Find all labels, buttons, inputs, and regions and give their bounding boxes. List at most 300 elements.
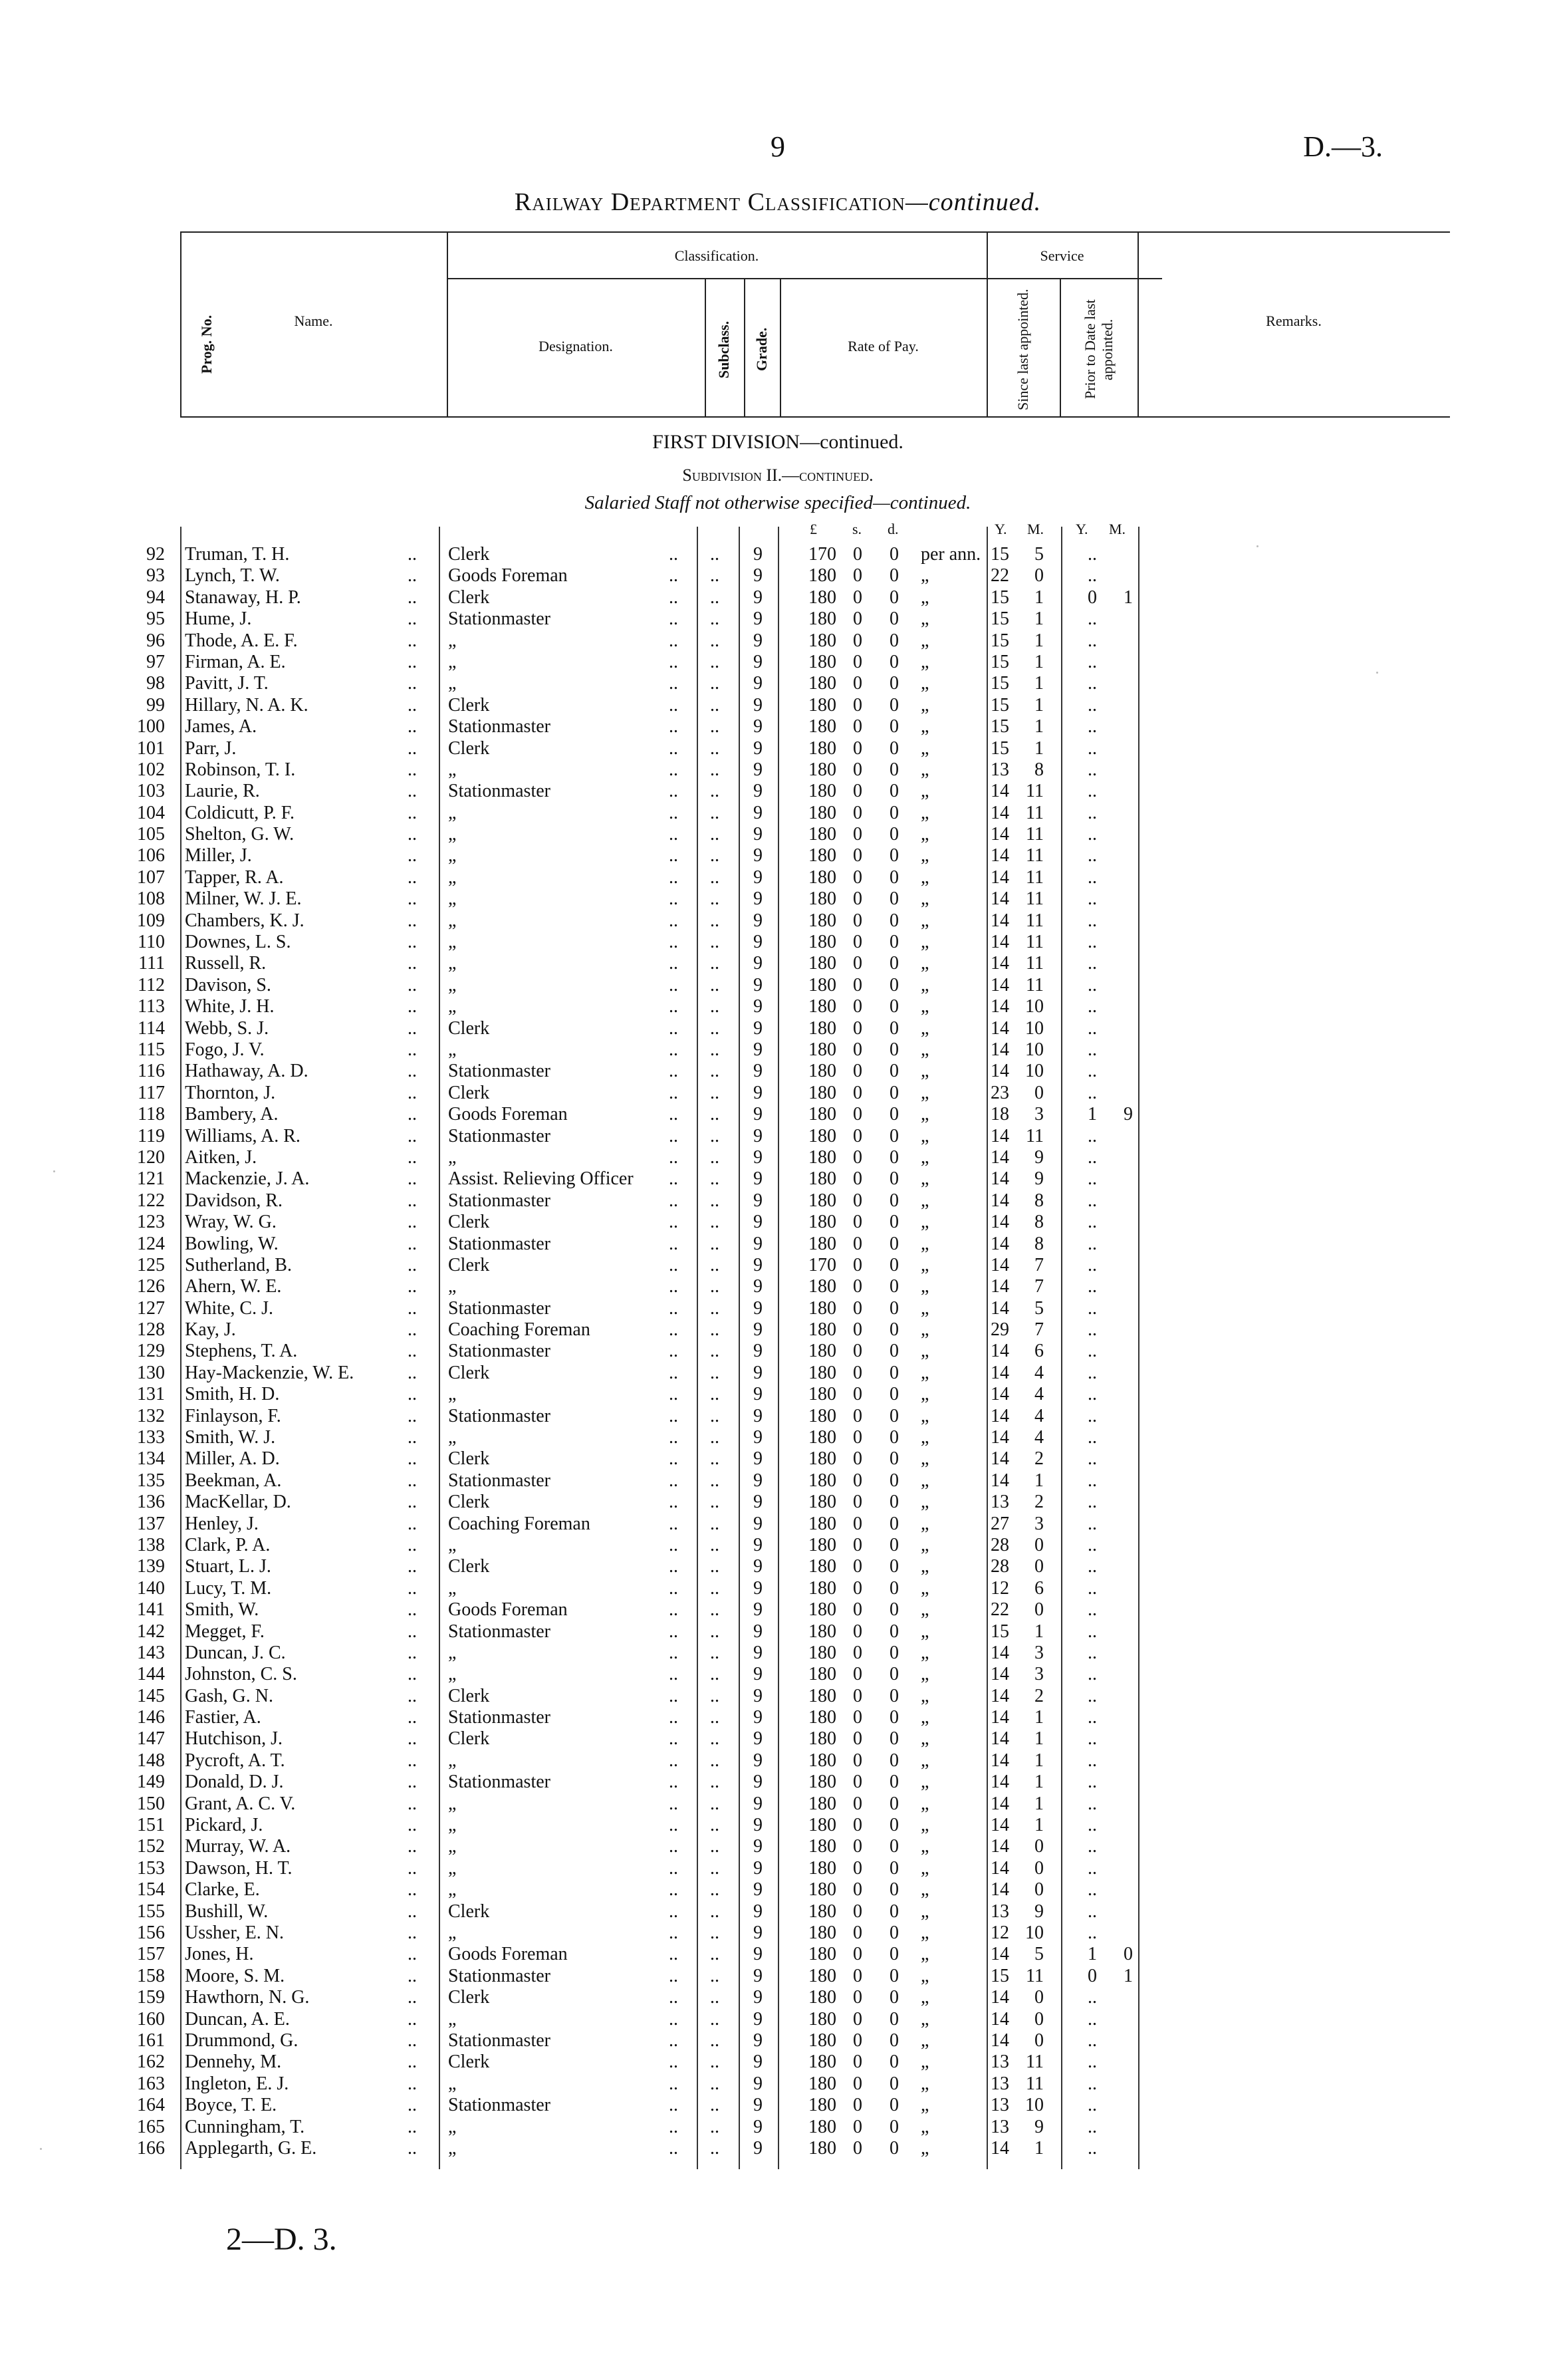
prior-years-cell: .. bbox=[1088, 1879, 1097, 1901]
pay-pounds-cell: 180 bbox=[808, 1082, 836, 1103]
leader-dots: .. bbox=[408, 1125, 417, 1146]
since-months-cell: 1 bbox=[1034, 1772, 1044, 1793]
leader-dots: .. bbox=[408, 2008, 417, 2030]
designation-cell: Stationmaster bbox=[448, 1405, 550, 1426]
designation-cell: „ bbox=[448, 996, 457, 1017]
pay-pounds-cell: 180 bbox=[808, 781, 836, 802]
pay-pounds-cell: 180 bbox=[808, 1534, 836, 1555]
pay-pounds-cell: 180 bbox=[808, 2051, 836, 2073]
since-years-cell: 14 bbox=[991, 1750, 1009, 1771]
designation-cell: Stationmaster bbox=[448, 1125, 550, 1146]
leader-dots: .. bbox=[669, 2116, 678, 2137]
pay-pence-cell: 0 bbox=[890, 2030, 899, 2051]
leader-dots: .. bbox=[669, 996, 678, 1017]
leader-dots: .. bbox=[408, 1599, 417, 1621]
header-rate-of-pay: Rate of Pay. bbox=[848, 338, 919, 354]
name-cell: Hutchison, J. bbox=[185, 1728, 283, 1750]
since-years-cell: 15 bbox=[991, 587, 1009, 608]
pay-pounds-cell: 180 bbox=[808, 2073, 836, 2094]
unit-years-prior: Y. bbox=[1076, 521, 1088, 537]
header-subclass: Subclass. bbox=[715, 321, 732, 378]
pay-shillings-cell: 0 bbox=[853, 673, 862, 694]
since-years-cell: 15 bbox=[991, 1621, 1009, 1642]
pay-period-cell: „ bbox=[921, 565, 929, 587]
leader-dots: .. bbox=[408, 1297, 417, 1319]
leader-dots: .. bbox=[669, 845, 678, 866]
prior-years-cell: 1 bbox=[1088, 1944, 1097, 1965]
pay-shillings-cell: 0 bbox=[853, 1104, 862, 1125]
since-months-cell: 8 bbox=[1034, 1212, 1044, 1233]
leader-dots: .. bbox=[408, 630, 417, 651]
since-years-cell: 29 bbox=[991, 1319, 1009, 1341]
since-years-cell: 14 bbox=[991, 1879, 1009, 1901]
leader-dots: .. bbox=[408, 1965, 417, 1986]
subclass-cell: .. bbox=[710, 1212, 719, 1233]
pay-shillings-cell: 0 bbox=[853, 716, 862, 737]
since-months-cell: 0 bbox=[1034, 1534, 1044, 1555]
grade-cell: 9 bbox=[753, 1815, 763, 1836]
pay-period-cell: „ bbox=[921, 651, 929, 672]
pay-pence-cell: 0 bbox=[890, 932, 899, 953]
since-years-cell: 14 bbox=[991, 781, 1009, 802]
name-cell: Ahern, W. E. bbox=[185, 1276, 282, 1297]
leader-dots: .. bbox=[408, 673, 417, 694]
prog-no-cell: 117 bbox=[138, 1082, 165, 1103]
prior-years-cell: .. bbox=[1088, 888, 1097, 910]
pay-pence-cell: 0 bbox=[890, 1965, 899, 1986]
pay-shillings-cell: 0 bbox=[853, 1534, 862, 1555]
subclass-cell: .. bbox=[710, 1448, 719, 1470]
leader-dots: .. bbox=[408, 974, 417, 995]
since-months-cell: 1 bbox=[1034, 587, 1044, 608]
designation-cell: Clerk bbox=[448, 1728, 490, 1750]
pay-period-cell: „ bbox=[921, 1599, 929, 1621]
since-years-cell: 13 bbox=[991, 1901, 1009, 1922]
subclass-cell: .. bbox=[710, 2008, 719, 2030]
table-row bbox=[0, 2030, 1555, 2051]
since-years-cell: 14 bbox=[991, 1685, 1009, 1706]
grade-cell: 9 bbox=[753, 2008, 763, 2030]
pay-period-cell: „ bbox=[921, 1857, 929, 1879]
subclass-cell: .. bbox=[710, 866, 719, 888]
leader-dots: .. bbox=[408, 1276, 417, 1297]
prog-no-cell: 155 bbox=[137, 1901, 165, 1922]
header-prog-no: Prog. No. bbox=[198, 315, 215, 374]
prog-no-cell: 100 bbox=[137, 716, 165, 737]
designation-cell: „ bbox=[448, 1276, 457, 1297]
leader-dots: .. bbox=[669, 1922, 678, 1943]
pay-period-cell: „ bbox=[921, 2095, 929, 2116]
pay-pounds-cell: 180 bbox=[808, 824, 836, 845]
name-cell: Megget, F. bbox=[185, 1621, 265, 1642]
prog-no-cell: 110 bbox=[138, 932, 165, 953]
grade-cell: 9 bbox=[753, 1168, 763, 1190]
prior-years-cell: .. bbox=[1088, 2095, 1097, 2116]
prior-years-cell: .. bbox=[1088, 1448, 1097, 1470]
grade-cell: 9 bbox=[753, 1534, 763, 1555]
prog-no-cell: 107 bbox=[137, 866, 165, 888]
leader-dots: .. bbox=[669, 1965, 678, 1986]
grade-cell: 9 bbox=[753, 716, 763, 737]
since-months-cell: 11 bbox=[1026, 2051, 1044, 2073]
pay-shillings-cell: 0 bbox=[853, 1362, 862, 1383]
pay-period-cell: „ bbox=[921, 759, 929, 780]
prog-no-cell: 132 bbox=[137, 1405, 165, 1426]
name-cell: Stephens, T. A. bbox=[185, 1341, 298, 1362]
pay-period-cell: „ bbox=[921, 1621, 929, 1642]
prog-no-cell: 119 bbox=[138, 1125, 165, 1146]
pay-pence-cell: 0 bbox=[890, 2095, 899, 2116]
pay-shillings-cell: 0 bbox=[853, 1017, 862, 1039]
header-service: Service bbox=[1040, 247, 1084, 264]
subclass-cell: .. bbox=[710, 2137, 719, 2159]
staff-table-body bbox=[0, 544, 1555, 2159]
leader-dots: .. bbox=[408, 759, 417, 780]
pay-pence-cell: 0 bbox=[890, 1427, 899, 1448]
grade-cell: 9 bbox=[753, 565, 763, 587]
subclass-cell: .. bbox=[710, 1384, 719, 1405]
prog-no-cell: 106 bbox=[137, 845, 165, 866]
since-years-cell: 14 bbox=[991, 2008, 1009, 2030]
pay-pounds-cell: 180 bbox=[808, 888, 836, 910]
table-row bbox=[0, 1276, 1555, 1297]
pay-pounds-cell: 180 bbox=[808, 737, 836, 759]
prior-years-cell: .. bbox=[1088, 1125, 1097, 1146]
pay-shillings-cell: 0 bbox=[853, 1664, 862, 1685]
subclass-cell: .. bbox=[710, 1750, 719, 1771]
since-months-cell: 7 bbox=[1034, 1276, 1044, 1297]
prior-months-cell: 1 bbox=[1124, 1965, 1133, 1986]
pay-pence-cell: 0 bbox=[890, 759, 899, 780]
unit-months: M. bbox=[1027, 521, 1044, 537]
subclass-cell: .. bbox=[710, 845, 719, 866]
prog-no-cell: 163 bbox=[137, 2073, 165, 2094]
since-months-cell: 6 bbox=[1034, 1577, 1044, 1599]
leader-dots: .. bbox=[408, 1642, 417, 1663]
subclass-cell: .. bbox=[710, 1492, 719, 1513]
leader-dots: .. bbox=[669, 866, 678, 888]
prog-no-cell: 164 bbox=[137, 2095, 165, 2116]
prog-no-cell: 166 bbox=[137, 2137, 165, 2159]
designation-cell: Clerk bbox=[448, 1362, 490, 1383]
pay-pounds-cell: 180 bbox=[808, 1125, 836, 1146]
pay-shillings-cell: 0 bbox=[853, 1556, 862, 1577]
grade-cell: 9 bbox=[753, 910, 763, 931]
unit-pence: d. bbox=[888, 521, 899, 537]
since-months-cell: 11 bbox=[1026, 824, 1044, 845]
leader-dots: .. bbox=[408, 1836, 417, 1857]
leader-dots: .. bbox=[408, 1901, 417, 1922]
name-cell: Shelton, G. W. bbox=[185, 824, 295, 845]
name-cell: Thornton, J. bbox=[185, 1082, 276, 1103]
pay-pence-cell: 0 bbox=[890, 1254, 899, 1275]
grade-cell: 9 bbox=[753, 1212, 763, 1233]
designation-cell: Clerk bbox=[448, 1082, 490, 1103]
pay-period-cell: „ bbox=[921, 1233, 929, 1254]
subclass-cell: .. bbox=[710, 1707, 719, 1728]
designation-cell: „ bbox=[448, 1664, 457, 1685]
pay-shillings-cell: 0 bbox=[853, 1901, 862, 1922]
designation-cell: „ bbox=[448, 1879, 457, 1901]
since-months-cell: 1 bbox=[1034, 1793, 1044, 1814]
table-row bbox=[0, 953, 1555, 974]
since-years-cell: 14 bbox=[991, 1728, 1009, 1750]
leader-dots: .. bbox=[669, 1190, 678, 1211]
name-cell: Boyce, T. E. bbox=[185, 2095, 277, 2116]
pay-pence-cell: 0 bbox=[890, 1728, 899, 1750]
designation-cell: Stationmaster bbox=[448, 781, 550, 802]
grade-cell: 9 bbox=[753, 1104, 763, 1125]
name-cell: Donald, D. J. bbox=[185, 1772, 284, 1793]
pay-pence-cell: 0 bbox=[890, 673, 899, 694]
pay-period-cell: „ bbox=[921, 910, 929, 931]
prior-years-cell: .. bbox=[1088, 1987, 1097, 2008]
subclass-cell: .. bbox=[710, 544, 719, 565]
leader-dots: .. bbox=[669, 1492, 678, 1513]
subclass-cell: .. bbox=[710, 2030, 719, 2051]
grade-cell: 9 bbox=[753, 1254, 763, 1275]
subclass-cell: .. bbox=[710, 1836, 719, 1857]
table-row bbox=[0, 1147, 1555, 1168]
pay-pounds-cell: 180 bbox=[808, 651, 836, 672]
since-years-cell: 14 bbox=[991, 1212, 1009, 1233]
name-cell: White, J. H. bbox=[185, 996, 275, 1017]
grade-cell: 9 bbox=[753, 1082, 763, 1103]
prior-years-cell: .. bbox=[1088, 1146, 1097, 1168]
designation-cell: „ bbox=[448, 932, 457, 953]
designation-cell: „ bbox=[448, 1039, 457, 1060]
name-cell: Parr, J. bbox=[185, 737, 237, 759]
header-grade: Grade. bbox=[753, 327, 770, 372]
designation-cell: „ bbox=[448, 2137, 457, 2159]
prior-years-cell: .. bbox=[1088, 845, 1097, 866]
leader-dots: .. bbox=[669, 1685, 678, 1706]
grade-cell: 9 bbox=[753, 694, 763, 716]
grade-cell: 9 bbox=[753, 759, 763, 780]
prior-years-cell: .. bbox=[1088, 1599, 1097, 1621]
designation-cell: Clerk bbox=[448, 1017, 490, 1039]
since-months-cell: 1 bbox=[1034, 737, 1044, 759]
pay-pence-cell: 0 bbox=[890, 694, 899, 716]
table-row bbox=[0, 867, 1555, 888]
leader-dots: .. bbox=[669, 932, 678, 953]
leader-dots: .. bbox=[669, 974, 678, 995]
prog-no-cell: 160 bbox=[137, 2008, 165, 2030]
leader-dots: .. bbox=[408, 1728, 417, 1750]
pay-period-cell: „ bbox=[921, 1944, 929, 1965]
prog-no-cell: 103 bbox=[137, 781, 165, 802]
name-cell: Williams, A. R. bbox=[185, 1125, 300, 1146]
pay-shillings-cell: 0 bbox=[853, 1922, 862, 1943]
leader-dots: .. bbox=[408, 824, 417, 845]
prog-no-cell: 128 bbox=[137, 1319, 165, 1341]
pay-shillings-cell: 0 bbox=[853, 2095, 862, 2116]
prior-years-cell: .. bbox=[1088, 1341, 1097, 1362]
leader-dots: .. bbox=[408, 1815, 417, 1836]
prior-years-cell: .. bbox=[1088, 759, 1097, 780]
prior-years-cell: .. bbox=[1088, 1061, 1097, 1082]
table-row bbox=[0, 608, 1555, 630]
since-months-cell: 1 bbox=[1034, 673, 1044, 694]
prior-years-cell: .. bbox=[1088, 1772, 1097, 1793]
prog-no-cell: 140 bbox=[137, 1577, 165, 1599]
since-years-cell: 12 bbox=[991, 1922, 1009, 1943]
name-cell: Smith, W. J. bbox=[185, 1427, 276, 1448]
name-cell: Russell, R. bbox=[185, 953, 267, 974]
pay-shillings-cell: 0 bbox=[853, 1276, 862, 1297]
pay-pounds-cell: 180 bbox=[808, 953, 836, 974]
prior-years-cell: .. bbox=[1088, 1577, 1097, 1599]
leader-dots: .. bbox=[669, 651, 678, 672]
designation-cell: Clerk bbox=[448, 1254, 490, 1275]
header-name: Name. bbox=[294, 313, 333, 329]
leader-dots: .. bbox=[669, 1664, 678, 1685]
subclass-cell: .. bbox=[710, 737, 719, 759]
since-months-cell: 4 bbox=[1034, 1405, 1044, 1426]
pay-pounds-cell: 180 bbox=[808, 2008, 836, 2030]
prior-years-cell: .. bbox=[1088, 1190, 1097, 1211]
prior-months-cell: 9 bbox=[1124, 1104, 1133, 1125]
pay-pounds-cell: 180 bbox=[808, 1427, 836, 1448]
since-months-cell: 3 bbox=[1034, 1642, 1044, 1663]
table-row bbox=[0, 1492, 1555, 1513]
pay-shillings-cell: 0 bbox=[853, 932, 862, 953]
since-months-cell: 0 bbox=[1034, 1857, 1044, 1879]
grade-cell: 9 bbox=[753, 2051, 763, 2073]
header-designation: Designation. bbox=[538, 338, 613, 354]
prog-no-cell: 122 bbox=[137, 1190, 165, 1211]
subclass-cell: .. bbox=[710, 996, 719, 1017]
subclass-cell: .. bbox=[710, 630, 719, 651]
subclass-cell: .. bbox=[710, 932, 719, 953]
prior-years-cell: .. bbox=[1088, 1254, 1097, 1275]
pay-period-cell: „ bbox=[921, 1146, 929, 1168]
pay-period-cell: „ bbox=[921, 1836, 929, 1857]
pay-pounds-cell: 180 bbox=[808, 759, 836, 780]
leader-dots: .. bbox=[408, 932, 417, 953]
prog-no-cell: 137 bbox=[137, 1513, 165, 1534]
header-remarks: Remarks. bbox=[1266, 313, 1322, 329]
since-months-cell: 5 bbox=[1034, 1944, 1044, 1965]
subdivision-heading: Subdivision II.—continued. bbox=[682, 465, 874, 485]
designation-cell: „ bbox=[448, 2073, 457, 2094]
designation-cell: Clerk bbox=[448, 1212, 490, 1233]
prog-no-cell: 143 bbox=[137, 1642, 165, 1663]
pay-pounds-cell: 180 bbox=[808, 565, 836, 587]
since-months-cell: 0 bbox=[1034, 1082, 1044, 1103]
since-months-cell: 1 bbox=[1034, 630, 1044, 651]
table-row bbox=[0, 1815, 1555, 1836]
subclass-cell: .. bbox=[710, 910, 719, 931]
page-number: 9 bbox=[771, 130, 785, 163]
name-cell: Truman, T. H. bbox=[185, 544, 290, 565]
leader-dots: .. bbox=[669, 1815, 678, 1836]
pay-shillings-cell: 0 bbox=[853, 802, 862, 823]
name-cell: Thode, A. E. F. bbox=[185, 630, 298, 651]
pay-pounds-cell: 180 bbox=[808, 1470, 836, 1491]
since-years-cell: 14 bbox=[991, 1793, 1009, 1814]
table-row bbox=[0, 803, 1555, 824]
designation-cell: „ bbox=[448, 910, 457, 931]
since-months-cell: 2 bbox=[1034, 1685, 1044, 1706]
grade-cell: 9 bbox=[753, 2030, 763, 2051]
pay-pounds-cell: 180 bbox=[808, 1664, 836, 1685]
name-cell: Stanaway, H. P. bbox=[185, 587, 301, 608]
since-months-cell: 1 bbox=[1034, 1750, 1044, 1771]
name-cell: MacKellar, D. bbox=[185, 1492, 291, 1513]
designation-cell: „ bbox=[448, 974, 457, 995]
designation-cell: Goods Foreman bbox=[448, 1104, 568, 1125]
leader-dots: .. bbox=[408, 1039, 417, 1060]
leader-dots: .. bbox=[669, 1168, 678, 1190]
leader-dots: .. bbox=[408, 1664, 417, 1685]
since-years-cell: 14 bbox=[991, 932, 1009, 953]
pay-pence-cell: 0 bbox=[890, 845, 899, 866]
pay-period-cell: „ bbox=[921, 694, 929, 716]
pay-period-cell: „ bbox=[921, 1017, 929, 1039]
pay-period-cell: „ bbox=[921, 1728, 929, 1750]
pay-pence-cell: 0 bbox=[890, 651, 899, 672]
designation-cell: „ bbox=[448, 1750, 457, 1771]
leader-dots: .. bbox=[669, 1944, 678, 1965]
designation-cell: Clerk bbox=[448, 737, 490, 759]
name-cell: Stuart, L. J. bbox=[185, 1556, 271, 1577]
designation-cell: Clerk bbox=[448, 1492, 490, 1513]
subclass-cell: .. bbox=[710, 1061, 719, 1082]
pay-shillings-cell: 0 bbox=[853, 1750, 862, 1771]
pay-pounds-cell: 180 bbox=[808, 1448, 836, 1470]
designation-cell: „ bbox=[448, 845, 457, 866]
prog-no-cell: 157 bbox=[137, 1944, 165, 1965]
leader-dots: .. bbox=[408, 1254, 417, 1275]
leader-dots: .. bbox=[408, 587, 417, 608]
subclass-cell: .. bbox=[710, 1427, 719, 1448]
pay-period-cell: „ bbox=[921, 608, 929, 630]
name-cell: Hume, J. bbox=[185, 608, 252, 630]
prog-no-cell: 133 bbox=[137, 1427, 165, 1448]
pay-period-cell: „ bbox=[921, 2137, 929, 2159]
grade-cell: 9 bbox=[753, 1556, 763, 1577]
designation-cell: „ bbox=[448, 1922, 457, 1943]
table-row bbox=[0, 1643, 1555, 1664]
name-cell: Gash, G. N. bbox=[185, 1685, 273, 1706]
pay-shillings-cell: 0 bbox=[853, 888, 862, 910]
pay-pence-cell: 0 bbox=[890, 2051, 899, 2073]
grade-cell: 9 bbox=[753, 781, 763, 802]
leader-dots: .. bbox=[669, 1061, 678, 1082]
pay-period-cell: „ bbox=[921, 1125, 929, 1146]
pay-pence-cell: 0 bbox=[890, 587, 899, 608]
name-cell: Laurie, R. bbox=[185, 781, 260, 802]
grade-cell: 9 bbox=[753, 1965, 763, 1986]
pay-shillings-cell: 0 bbox=[853, 1233, 862, 1254]
grade-cell: 9 bbox=[753, 1319, 763, 1341]
name-cell: Robinson, T. I. bbox=[185, 759, 296, 780]
since-months-cell: 10 bbox=[1025, 1017, 1044, 1039]
pay-pounds-cell: 180 bbox=[808, 1728, 836, 1750]
pay-shillings-cell: 0 bbox=[853, 651, 862, 672]
prog-no-cell: 109 bbox=[137, 910, 165, 931]
pay-pounds-cell: 180 bbox=[808, 587, 836, 608]
designation-cell: Clerk bbox=[448, 1987, 490, 2008]
pay-pence-cell: 0 bbox=[890, 1815, 899, 1836]
designation-cell: Goods Foreman bbox=[448, 565, 568, 587]
subclass-cell: .. bbox=[710, 1987, 719, 2008]
grade-cell: 9 bbox=[753, 1836, 763, 1857]
pay-pence-cell: 0 bbox=[890, 1793, 899, 1814]
prog-no-cell: 105 bbox=[137, 824, 165, 845]
pay-shillings-cell: 0 bbox=[853, 1857, 862, 1879]
